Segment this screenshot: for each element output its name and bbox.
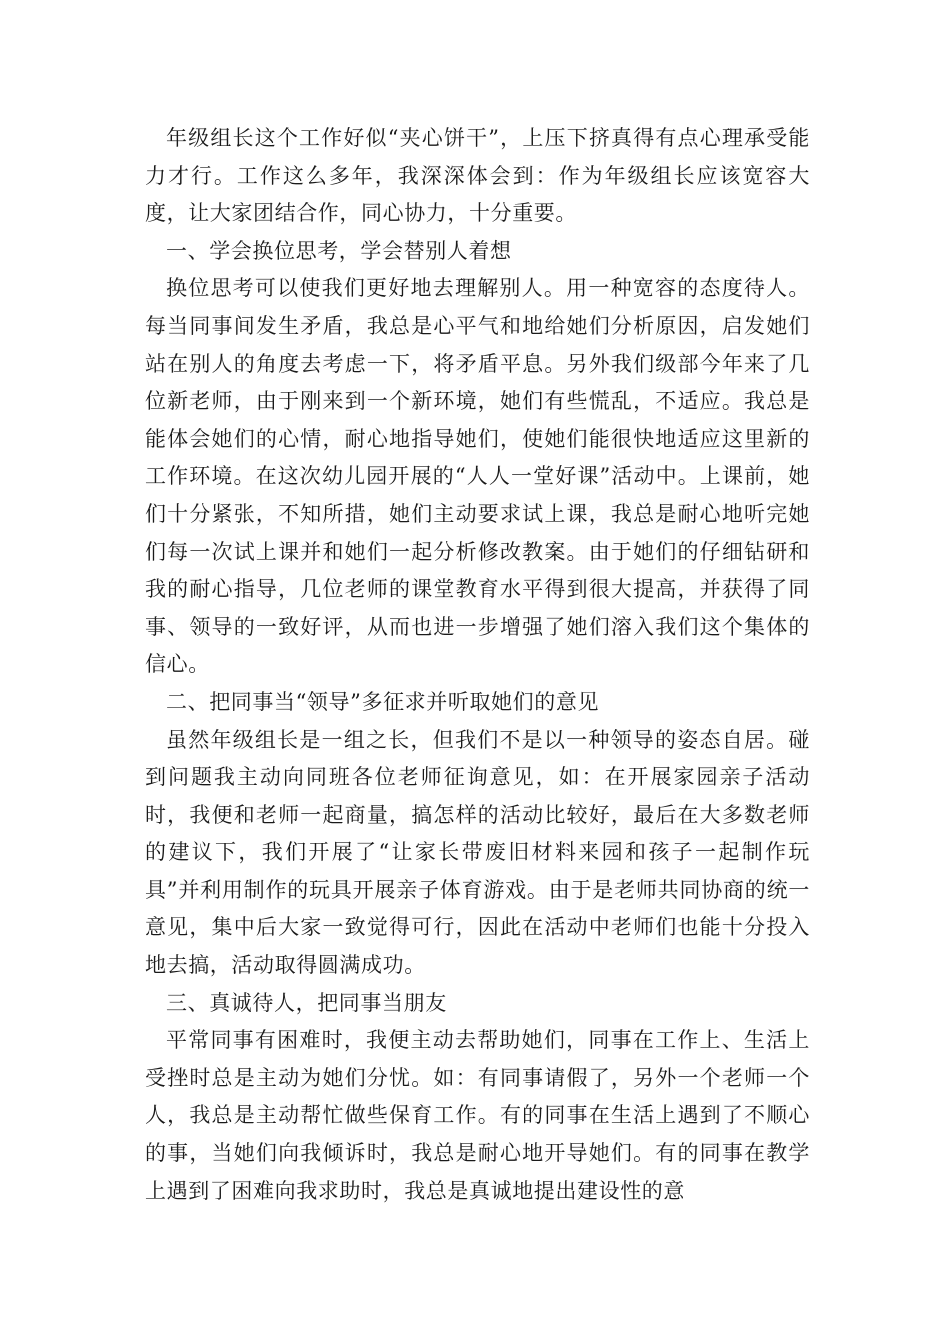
intro-paragraph: 年级组长这个工作好似“夹心饼干”，上压下挤真得有点心理承受能力才行。工作这么多年，我深深体会到：作为年级组长应该宽容大度，让大家团结合作，同心协力，十分重要。 (145, 126, 810, 226)
section-heading-1: 一、学会换位思考，学会替别人着想 (166, 238, 512, 263)
section-heading-3: 三、真诚待人，把同事当朋友 (166, 990, 447, 1015)
section-1-paragraph: 换位思考可以使我们更好地去理解别人。用一种宽容的态度待人。每当同事间发生矛盾，我总是心平气和地给她们分析原因，启发她们站在别人的角度去考虑一下，将矛盾平息。另外我们级部今年来了几位新老师，由于刚来到一个新环境，她们有些慌乱，不适应。我总是能体会她们的心情，耐心地指导她们，使她们能很快地适应这里新的工作环境。在这次幼儿园开展的“人人一堂好课”活动中。上课前，她们十分紧张，不知所措，她们主动要求试上课，我总是耐心地听完她们每一次试上课并和她们一起分析修改教案。由于她们的仔细钻研和我的耐心指导，几位老师的课堂教育水平得到很大提高，并获得了同事、领导的一致好评，从而也进一步增强了她们溶入我们这个集体的信心。 (145, 276, 810, 677)
section-2-paragraph: 虽然年级组长是一组之长，但我们不是以一种领导的姿态自居。碰到问题我主动向同班各位老师征询意见，如：在开展家园亲子活动时，我便和老师一起商量，搞怎样的活动比较好，最后在大多数老师的建议下，我们开展了“让家长带废旧材料来园和孩子一起制作玩具”并利用制作的玩具开展亲子体育游戏。由于是老师共同协商的统一意见，集中后大家一致觉得可行，因此在活动中老师们也能十分投入地去搞，活动取得圆满成功。 (145, 727, 810, 978)
document-body (145, 120, 810, 1210)
section-3-paragraph: 平常同事有困难时，我便主动去帮助她们，同事在工作上、生活上受挫时总是主动为她们分忧。如：有同事请假了，另外一个老师一个人，我总是主动帮忙做些保育工作。有的同事在生活上遇到了不顺心的事，当她们向我倾诉时，我总是耐心地开导她们。有的同事在教学上遇到了困难向我求助时，我总是真诚地提出建设性的意 (145, 1028, 810, 1203)
section-heading-2: 二、把同事当“领导”多征求并听取她们的意见 (166, 689, 600, 714)
